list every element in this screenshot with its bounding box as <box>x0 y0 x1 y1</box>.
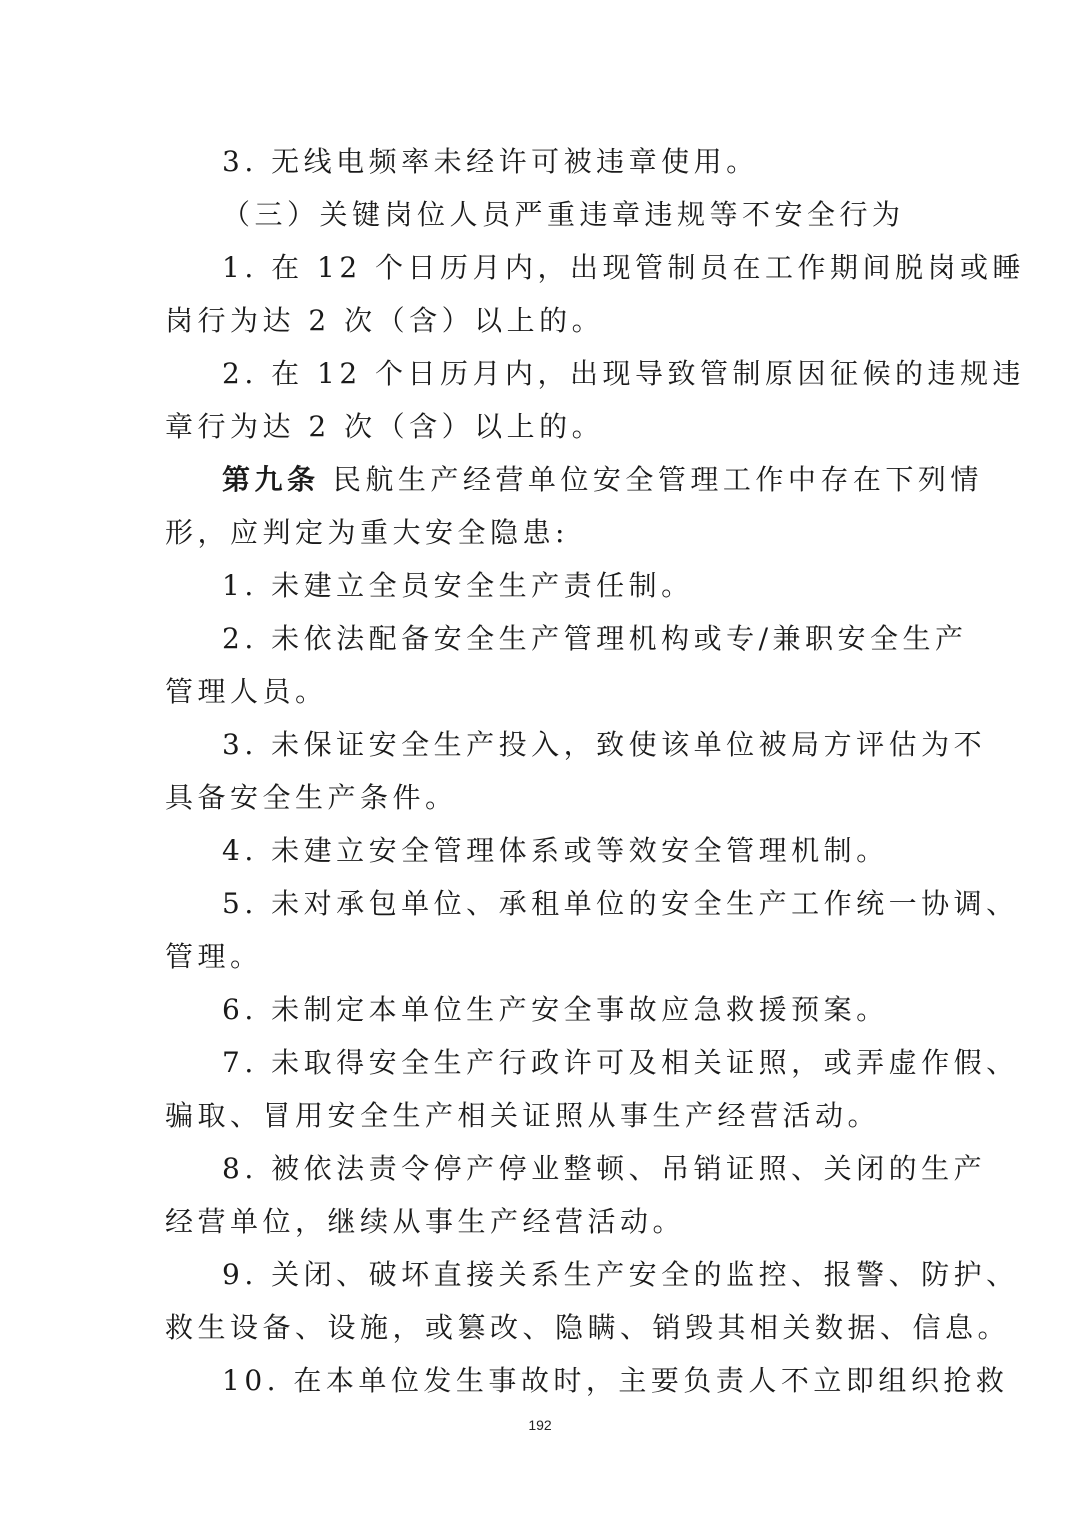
item-6-emergency-plan: 6. 未制定本单位生产安全事故应急救援预案。 <box>222 993 889 1026</box>
item-7-license-line1: 7. 未取得安全生产行政许可及相关证照，或弄虚作假、 <box>222 1046 1019 1079</box>
item-4-safety-system: 4. 未建立安全管理体系或等效安全管理机制。 <box>222 834 889 867</box>
page-number: 192 <box>528 1417 552 1433</box>
item-2-safety-org-line1: 2. 未依法配备安全生产管理机构或专/兼职安全生产 <box>222 622 968 655</box>
article-9-text: 民航生产经营单位安全管理工作中存在下列情 <box>332 463 983 496</box>
item-5-contractor-line2: 管理。 <box>165 940 263 973</box>
item-9-equipment-line1: 9. 关闭、破坏直接关系生产安全的监控、报警、防护、 <box>222 1258 1019 1291</box>
section-heading-3: （三）关键岗位人员严重违章违规等不安全行为 <box>222 198 905 231</box>
item-1-safety-responsibility: 1. 未建立全员安全生产责任制。 <box>222 569 694 602</box>
item-10-accident-line1: 10. 在本单位发生事故时，主要负责人不立即组织抢救 <box>222 1364 1009 1397</box>
item-3-radio-frequency: 3. 无线电频率未经许可被违章使用。 <box>222 145 759 178</box>
article-9-line2: 形，应判定为重大安全隐患: <box>165 516 569 549</box>
item-9-equipment-line2: 救生设备、设施，或篡改、隐瞒、销毁其相关数据、信息。 <box>165 1311 1011 1344</box>
item-3-safety-investment-line1: 3. 未保证安全生产投入，致使该单位被局方评估为不 <box>222 728 987 761</box>
item-1-controller-line1: 1. 在 12 个日历月内，出现管制员在工作期间脱岗或睡 <box>222 251 1026 284</box>
item-1-controller-line2: 岗行为达 2 次（含）以上的。 <box>165 304 605 337</box>
item-5-contractor-line1: 5. 未对承包单位、承租单位的安全生产工作统一协调、 <box>222 887 1019 920</box>
item-2-controller-line1: 2. 在 12 个日历月内，出现导致管制原因征候的违规违 <box>222 357 1026 390</box>
item-3-safety-investment-line2: 具备安全生产条件。 <box>165 781 458 814</box>
item-2-safety-org-line2: 管理人员。 <box>165 675 328 708</box>
item-2-controller-line2: 章行为达 2 次（含）以上的。 <box>165 410 605 443</box>
item-8-suspension-line1: 8. 被依法责令停产停业整顿、吊销证照、关闭的生产 <box>222 1152 987 1185</box>
item-7-license-line2: 骗取、冒用安全生产相关证照从事生产经营活动。 <box>165 1099 881 1132</box>
item-8-suspension-line2: 经营单位，继续从事生产经营活动。 <box>165 1205 686 1238</box>
article-9-line1 <box>222 460 983 500</box>
article-label: 第九条 <box>222 463 320 496</box>
